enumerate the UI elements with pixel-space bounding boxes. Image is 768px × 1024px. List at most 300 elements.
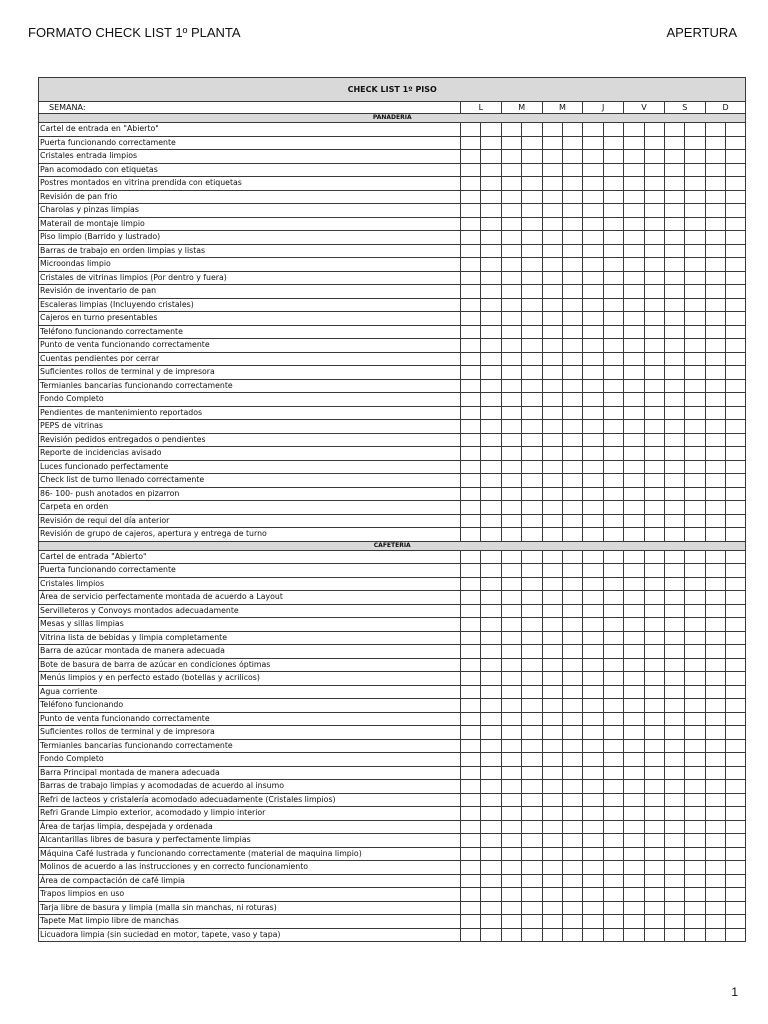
check-cell[interactable] xyxy=(542,861,562,875)
check-cell[interactable] xyxy=(583,150,603,164)
check-cell[interactable] xyxy=(583,244,603,258)
check-cell[interactable] xyxy=(685,204,705,218)
check-cell[interactable] xyxy=(542,874,562,888)
check-cell[interactable] xyxy=(501,217,521,231)
check-cell[interactable] xyxy=(664,874,684,888)
check-cell[interactable] xyxy=(501,901,521,915)
check-cell[interactable] xyxy=(726,645,746,659)
check-cell[interactable] xyxy=(501,177,521,191)
check-cell[interactable] xyxy=(583,514,603,528)
check-cell[interactable] xyxy=(644,177,664,191)
check-cell[interactable] xyxy=(522,406,542,420)
check-cell[interactable] xyxy=(726,564,746,578)
check-cell[interactable] xyxy=(624,780,644,794)
check-cell[interactable] xyxy=(664,244,684,258)
check-cell[interactable] xyxy=(705,793,725,807)
check-cell[interactable] xyxy=(481,928,501,942)
check-cell[interactable] xyxy=(583,163,603,177)
check-cell[interactable] xyxy=(542,901,562,915)
check-cell[interactable] xyxy=(726,501,746,515)
check-cell[interactable] xyxy=(562,447,582,461)
check-cell[interactable] xyxy=(664,564,684,578)
check-cell[interactable] xyxy=(644,699,664,713)
check-cell[interactable] xyxy=(664,915,684,929)
check-cell[interactable] xyxy=(501,258,521,272)
check-cell[interactable] xyxy=(624,150,644,164)
check-cell[interactable] xyxy=(726,285,746,299)
check-cell[interactable] xyxy=(481,915,501,929)
check-cell[interactable] xyxy=(726,163,746,177)
check-cell[interactable] xyxy=(562,847,582,861)
check-cell[interactable] xyxy=(562,258,582,272)
check-cell[interactable] xyxy=(644,217,664,231)
check-cell[interactable] xyxy=(685,888,705,902)
check-cell[interactable] xyxy=(664,631,684,645)
check-cell[interactable] xyxy=(522,564,542,578)
check-cell[interactable] xyxy=(583,618,603,632)
check-cell[interactable] xyxy=(624,739,644,753)
check-cell[interactable] xyxy=(624,204,644,218)
check-cell[interactable] xyxy=(603,658,623,672)
check-cell[interactable] xyxy=(685,150,705,164)
check-cell[interactable] xyxy=(562,339,582,353)
check-cell[interactable] xyxy=(705,915,725,929)
check-cell[interactable] xyxy=(603,672,623,686)
check-cell[interactable] xyxy=(481,163,501,177)
check-cell[interactable] xyxy=(542,847,562,861)
check-cell[interactable] xyxy=(705,433,725,447)
check-cell[interactable] xyxy=(685,447,705,461)
check-cell[interactable] xyxy=(705,190,725,204)
check-cell[interactable] xyxy=(522,618,542,632)
check-cell[interactable] xyxy=(644,501,664,515)
check-cell[interactable] xyxy=(522,550,542,564)
check-cell[interactable] xyxy=(726,739,746,753)
check-cell[interactable] xyxy=(583,312,603,326)
check-cell[interactable] xyxy=(726,915,746,929)
check-cell[interactable] xyxy=(685,834,705,848)
check-cell[interactable] xyxy=(603,217,623,231)
check-cell[interactable] xyxy=(644,861,664,875)
check-cell[interactable] xyxy=(664,312,684,326)
check-cell[interactable] xyxy=(726,393,746,407)
check-cell[interactable] xyxy=(644,352,664,366)
check-cell[interactable] xyxy=(603,487,623,501)
check-cell[interactable] xyxy=(461,325,481,339)
check-cell[interactable] xyxy=(583,645,603,659)
check-cell[interactable] xyxy=(685,487,705,501)
check-cell[interactable] xyxy=(562,528,582,542)
check-cell[interactable] xyxy=(522,739,542,753)
check-cell[interactable] xyxy=(644,780,664,794)
check-cell[interactable] xyxy=(624,163,644,177)
check-cell[interactable] xyxy=(501,514,521,528)
check-cell[interactable] xyxy=(644,447,664,461)
check-cell[interactable] xyxy=(664,550,684,564)
check-cell[interactable] xyxy=(726,123,746,137)
check-cell[interactable] xyxy=(461,177,481,191)
check-cell[interactable] xyxy=(685,739,705,753)
check-cell[interactable] xyxy=(644,915,664,929)
check-cell[interactable] xyxy=(501,820,521,834)
check-cell[interactable] xyxy=(583,726,603,740)
check-cell[interactable] xyxy=(461,658,481,672)
check-cell[interactable] xyxy=(664,847,684,861)
check-cell[interactable] xyxy=(624,577,644,591)
check-cell[interactable] xyxy=(481,739,501,753)
check-cell[interactable] xyxy=(644,514,664,528)
check-cell[interactable] xyxy=(726,793,746,807)
check-cell[interactable] xyxy=(522,352,542,366)
check-cell[interactable] xyxy=(705,631,725,645)
check-cell[interactable] xyxy=(603,915,623,929)
check-cell[interactable] xyxy=(481,834,501,848)
check-cell[interactable] xyxy=(603,406,623,420)
check-cell[interactable] xyxy=(583,901,603,915)
check-cell[interactable] xyxy=(685,591,705,605)
check-cell[interactable] xyxy=(562,177,582,191)
check-cell[interactable] xyxy=(685,271,705,285)
check-cell[interactable] xyxy=(461,834,481,848)
check-cell[interactable] xyxy=(603,285,623,299)
check-cell[interactable] xyxy=(542,591,562,605)
check-cell[interactable] xyxy=(705,699,725,713)
check-cell[interactable] xyxy=(603,514,623,528)
check-cell[interactable] xyxy=(481,447,501,461)
check-cell[interactable] xyxy=(583,501,603,515)
check-cell[interactable] xyxy=(501,888,521,902)
check-cell[interactable] xyxy=(705,874,725,888)
check-cell[interactable] xyxy=(522,447,542,461)
check-cell[interactable] xyxy=(624,793,644,807)
check-cell[interactable] xyxy=(562,217,582,231)
check-cell[interactable] xyxy=(501,699,521,713)
check-cell[interactable] xyxy=(562,271,582,285)
check-cell[interactable] xyxy=(664,406,684,420)
check-cell[interactable] xyxy=(481,550,501,564)
check-cell[interactable] xyxy=(685,190,705,204)
check-cell[interactable] xyxy=(501,631,521,645)
check-cell[interactable] xyxy=(542,352,562,366)
check-cell[interactable] xyxy=(461,685,481,699)
check-cell[interactable] xyxy=(624,618,644,632)
check-cell[interactable] xyxy=(624,888,644,902)
check-cell[interactable] xyxy=(461,618,481,632)
check-cell[interactable] xyxy=(542,325,562,339)
check-cell[interactable] xyxy=(562,564,582,578)
check-cell[interactable] xyxy=(685,528,705,542)
check-cell[interactable] xyxy=(583,433,603,447)
check-cell[interactable] xyxy=(644,753,664,767)
check-cell[interactable] xyxy=(501,618,521,632)
check-cell[interactable] xyxy=(501,834,521,848)
check-cell[interactable] xyxy=(624,271,644,285)
check-cell[interactable] xyxy=(542,550,562,564)
check-cell[interactable] xyxy=(542,298,562,312)
check-cell[interactable] xyxy=(542,604,562,618)
check-cell[interactable] xyxy=(624,874,644,888)
check-cell[interactable] xyxy=(522,136,542,150)
check-cell[interactable] xyxy=(562,393,582,407)
check-cell[interactable] xyxy=(583,874,603,888)
check-cell[interactable] xyxy=(624,352,644,366)
check-cell[interactable] xyxy=(726,474,746,488)
check-cell[interactable] xyxy=(522,820,542,834)
check-cell[interactable] xyxy=(542,474,562,488)
check-cell[interactable] xyxy=(726,685,746,699)
check-cell[interactable] xyxy=(603,433,623,447)
check-cell[interactable] xyxy=(562,514,582,528)
check-cell[interactable] xyxy=(542,244,562,258)
check-cell[interactable] xyxy=(603,231,623,245)
check-cell[interactable] xyxy=(522,699,542,713)
check-cell[interactable] xyxy=(583,847,603,861)
check-cell[interactable] xyxy=(644,528,664,542)
check-cell[interactable] xyxy=(603,163,623,177)
check-cell[interactable] xyxy=(481,285,501,299)
check-cell[interactable] xyxy=(726,658,746,672)
check-cell[interactable] xyxy=(644,136,664,150)
check-cell[interactable] xyxy=(461,150,481,164)
check-cell[interactable] xyxy=(726,888,746,902)
check-cell[interactable] xyxy=(624,591,644,605)
check-cell[interactable] xyxy=(583,366,603,380)
check-cell[interactable] xyxy=(542,726,562,740)
check-cell[interactable] xyxy=(481,618,501,632)
check-cell[interactable] xyxy=(501,739,521,753)
check-cell[interactable] xyxy=(685,366,705,380)
check-cell[interactable] xyxy=(705,285,725,299)
check-cell[interactable] xyxy=(522,420,542,434)
check-cell[interactable] xyxy=(664,672,684,686)
check-cell[interactable] xyxy=(542,631,562,645)
check-cell[interactable] xyxy=(685,807,705,821)
check-cell[interactable] xyxy=(461,591,481,605)
check-cell[interactable] xyxy=(705,726,725,740)
check-cell[interactable] xyxy=(481,312,501,326)
check-cell[interactable] xyxy=(664,204,684,218)
check-cell[interactable] xyxy=(664,712,684,726)
check-cell[interactable] xyxy=(583,352,603,366)
check-cell[interactable] xyxy=(705,888,725,902)
check-cell[interactable] xyxy=(461,339,481,353)
check-cell[interactable] xyxy=(603,577,623,591)
check-cell[interactable] xyxy=(644,834,664,848)
check-cell[interactable] xyxy=(481,591,501,605)
check-cell[interactable] xyxy=(685,847,705,861)
check-cell[interactable] xyxy=(583,780,603,794)
check-cell[interactable] xyxy=(522,577,542,591)
check-cell[interactable] xyxy=(562,631,582,645)
check-cell[interactable] xyxy=(644,366,664,380)
check-cell[interactable] xyxy=(461,298,481,312)
check-cell[interactable] xyxy=(726,699,746,713)
check-cell[interactable] xyxy=(501,550,521,564)
check-cell[interactable] xyxy=(664,577,684,591)
check-cell[interactable] xyxy=(501,136,521,150)
check-cell[interactable] xyxy=(603,780,623,794)
check-cell[interactable] xyxy=(624,298,644,312)
check-cell[interactable] xyxy=(461,501,481,515)
check-cell[interactable] xyxy=(603,352,623,366)
check-cell[interactable] xyxy=(522,726,542,740)
check-cell[interactable] xyxy=(685,298,705,312)
check-cell[interactable] xyxy=(705,271,725,285)
check-cell[interactable] xyxy=(522,888,542,902)
check-cell[interactable] xyxy=(664,447,684,461)
check-cell[interactable] xyxy=(583,820,603,834)
check-cell[interactable] xyxy=(481,861,501,875)
check-cell[interactable] xyxy=(522,645,542,659)
check-cell[interactable] xyxy=(705,739,725,753)
check-cell[interactable] xyxy=(726,204,746,218)
check-cell[interactable] xyxy=(705,766,725,780)
check-cell[interactable] xyxy=(481,271,501,285)
check-cell[interactable] xyxy=(664,163,684,177)
check-cell[interactable] xyxy=(603,190,623,204)
check-cell[interactable] xyxy=(522,766,542,780)
check-cell[interactable] xyxy=(664,123,684,137)
check-cell[interactable] xyxy=(664,339,684,353)
check-cell[interactable] xyxy=(685,217,705,231)
check-cell[interactable] xyxy=(522,217,542,231)
check-cell[interactable] xyxy=(562,433,582,447)
check-cell[interactable] xyxy=(664,528,684,542)
check-cell[interactable] xyxy=(522,501,542,515)
check-cell[interactable] xyxy=(685,325,705,339)
check-cell[interactable] xyxy=(603,447,623,461)
check-cell[interactable] xyxy=(501,190,521,204)
check-cell[interactable] xyxy=(461,217,481,231)
check-cell[interactable] xyxy=(664,861,684,875)
check-cell[interactable] xyxy=(726,366,746,380)
check-cell[interactable] xyxy=(501,847,521,861)
check-cell[interactable] xyxy=(522,298,542,312)
check-cell[interactable] xyxy=(664,150,684,164)
check-cell[interactable] xyxy=(603,528,623,542)
check-cell[interactable] xyxy=(624,379,644,393)
check-cell[interactable] xyxy=(664,645,684,659)
check-cell[interactable] xyxy=(726,901,746,915)
check-cell[interactable] xyxy=(583,379,603,393)
check-cell[interactable] xyxy=(726,712,746,726)
check-cell[interactable] xyxy=(624,820,644,834)
check-cell[interactable] xyxy=(705,447,725,461)
check-cell[interactable] xyxy=(664,487,684,501)
check-cell[interactable] xyxy=(644,298,664,312)
check-cell[interactable] xyxy=(624,217,644,231)
check-cell[interactable] xyxy=(522,339,542,353)
check-cell[interactable] xyxy=(522,285,542,299)
check-cell[interactable] xyxy=(603,861,623,875)
check-cell[interactable] xyxy=(501,672,521,686)
check-cell[interactable] xyxy=(705,136,725,150)
check-cell[interactable] xyxy=(624,685,644,699)
check-cell[interactable] xyxy=(501,487,521,501)
check-cell[interactable] xyxy=(583,217,603,231)
check-cell[interactable] xyxy=(542,672,562,686)
check-cell[interactable] xyxy=(461,514,481,528)
check-cell[interactable] xyxy=(705,325,725,339)
check-cell[interactable] xyxy=(542,136,562,150)
check-cell[interactable] xyxy=(705,204,725,218)
check-cell[interactable] xyxy=(481,433,501,447)
check-cell[interactable] xyxy=(624,474,644,488)
check-cell[interactable] xyxy=(664,366,684,380)
check-cell[interactable] xyxy=(583,420,603,434)
check-cell[interactable] xyxy=(501,591,521,605)
check-cell[interactable] xyxy=(522,780,542,794)
check-cell[interactable] xyxy=(603,618,623,632)
check-cell[interactable] xyxy=(501,501,521,515)
check-cell[interactable] xyxy=(461,793,481,807)
check-cell[interactable] xyxy=(644,807,664,821)
check-cell[interactable] xyxy=(562,406,582,420)
check-cell[interactable] xyxy=(624,550,644,564)
check-cell[interactable] xyxy=(522,874,542,888)
check-cell[interactable] xyxy=(461,550,481,564)
check-cell[interactable] xyxy=(542,406,562,420)
check-cell[interactable] xyxy=(624,726,644,740)
check-cell[interactable] xyxy=(685,766,705,780)
check-cell[interactable] xyxy=(624,699,644,713)
check-cell[interactable] xyxy=(542,658,562,672)
check-cell[interactable] xyxy=(501,298,521,312)
check-cell[interactable] xyxy=(685,244,705,258)
check-cell[interactable] xyxy=(501,325,521,339)
check-cell[interactable] xyxy=(644,339,664,353)
check-cell[interactable] xyxy=(726,150,746,164)
check-cell[interactable] xyxy=(624,447,644,461)
check-cell[interactable] xyxy=(705,685,725,699)
check-cell[interactable] xyxy=(685,123,705,137)
check-cell[interactable] xyxy=(685,645,705,659)
check-cell[interactable] xyxy=(562,501,582,515)
check-cell[interactable] xyxy=(644,564,664,578)
check-cell[interactable] xyxy=(461,847,481,861)
check-cell[interactable] xyxy=(522,658,542,672)
check-cell[interactable] xyxy=(664,325,684,339)
check-cell[interactable] xyxy=(726,487,746,501)
check-cell[interactable] xyxy=(664,379,684,393)
check-cell[interactable] xyxy=(481,190,501,204)
check-cell[interactable] xyxy=(603,420,623,434)
check-cell[interactable] xyxy=(461,190,481,204)
check-cell[interactable] xyxy=(624,631,644,645)
check-cell[interactable] xyxy=(603,460,623,474)
check-cell[interactable] xyxy=(583,258,603,272)
check-cell[interactable] xyxy=(481,699,501,713)
check-cell[interactable] xyxy=(603,123,623,137)
check-cell[interactable] xyxy=(501,150,521,164)
check-cell[interactable] xyxy=(685,780,705,794)
check-cell[interactable] xyxy=(705,150,725,164)
check-cell[interactable] xyxy=(461,487,481,501)
check-cell[interactable] xyxy=(522,312,542,326)
check-cell[interactable] xyxy=(664,604,684,618)
check-cell[interactable] xyxy=(501,339,521,353)
check-cell[interactable] xyxy=(461,631,481,645)
check-cell[interactable] xyxy=(481,807,501,821)
check-cell[interactable] xyxy=(583,406,603,420)
check-cell[interactable] xyxy=(705,618,725,632)
check-cell[interactable] xyxy=(603,834,623,848)
check-cell[interactable] xyxy=(726,447,746,461)
check-cell[interactable] xyxy=(583,861,603,875)
check-cell[interactable] xyxy=(481,726,501,740)
check-cell[interactable] xyxy=(603,901,623,915)
check-cell[interactable] xyxy=(726,577,746,591)
